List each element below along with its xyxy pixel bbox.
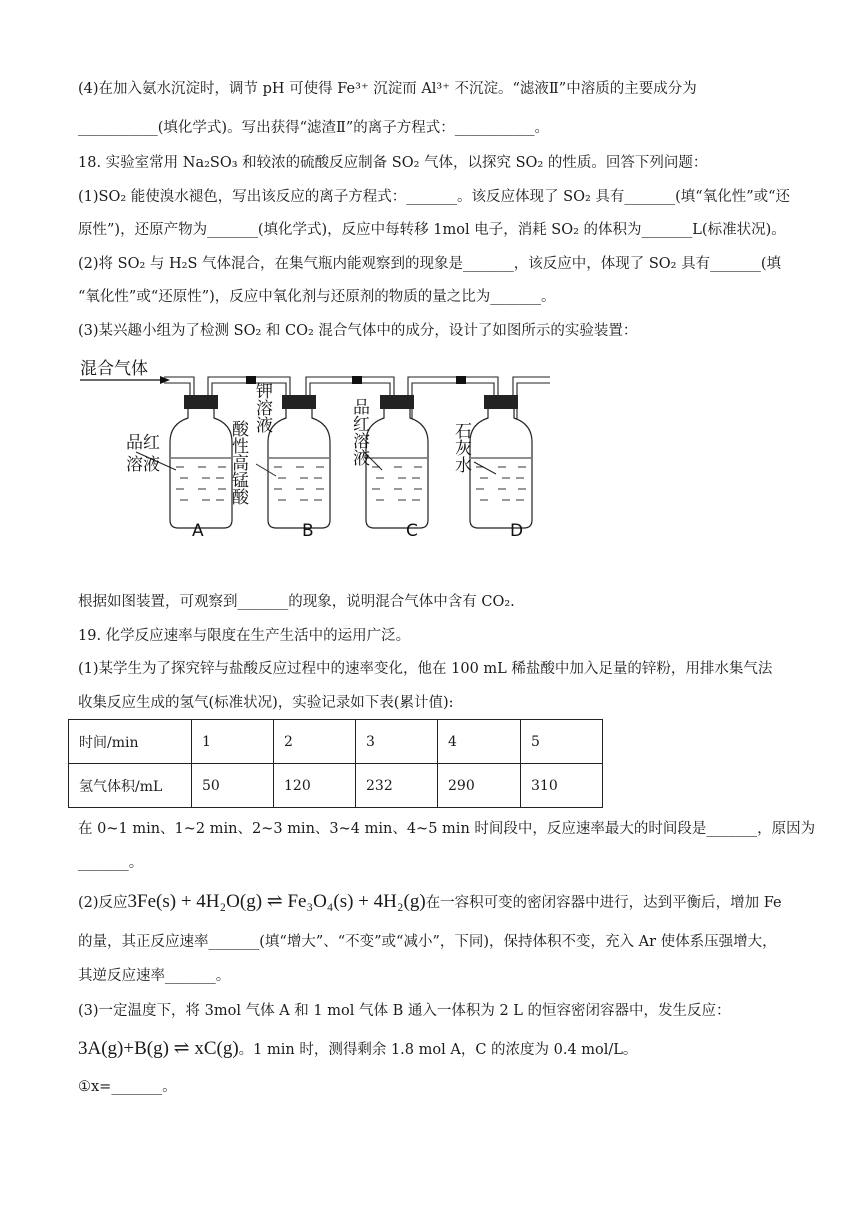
q18-part1-line2: 原性”)，还原产物为_______(填化学式)，反应中每转移 1mol 电子，消耗 SO₂ 的体积为_______L(标准状况)。 <box>78 222 786 238</box>
bottle-b <box>228 382 330 541</box>
q19-part2-prefix: (2)反应 <box>78 895 128 911</box>
bottle-d-letter: D <box>510 521 524 541</box>
bottle-a-letter: A <box>192 521 204 541</box>
bottle-d-reagent: 石灰水 <box>451 422 471 473</box>
q19-part3-line2 <box>78 1039 637 1060</box>
bottle-c <box>349 395 428 541</box>
bottle-b-letter: B <box>302 521 314 541</box>
q19-part2-line2: 的量，其正反应速率_______(填“增大”、“不变”或“减小”，下同)，保持体积不变，充入 Ar 使体系压强增大， <box>78 934 777 950</box>
table-cell: 3 <box>356 720 438 764</box>
q18-part2-line1: (2)将 SO₂ 与 H₂S 气体混合，在集气瓶内能观察到的现象是_______，该反应中，体现了 SO₂ 具有_______(填 <box>78 256 782 272</box>
apparatus-figure <box>76 352 556 542</box>
bottle-c-letter: C <box>406 521 418 541</box>
q19-part2-equation: 3Fe(s) + 4H₂O(g) ⇌ Fe₃O₄(s) + 4H₂(g) <box>127 891 426 912</box>
table-cell: 5 <box>521 720 603 764</box>
table-cell: 120 <box>274 764 356 808</box>
table-cell: 50 <box>192 764 274 808</box>
bottle-d <box>451 395 532 541</box>
bottle-b-reagent-col1: 酸性高锰酸 <box>228 420 248 505</box>
q18-part3-line1: (3)某兴趣小组为了检测 SO₂ 和 CO₂ 混合气体中的成分，设计了如图所示的实验装置： <box>78 323 638 339</box>
q17-part4-line1: (4)在加入氨水沉淀时，调节 pH 可使得 Fe³⁺ 沉淀而 Al³⁺ 不沉淀。“滤液Ⅱ”中溶质的主要成分为 <box>78 81 697 97</box>
table-cell: 232 <box>356 764 438 808</box>
table-row <box>69 720 603 764</box>
table-cell: 1 <box>192 720 274 764</box>
bottle-c-reagent: 品红溶液 <box>349 398 369 466</box>
q19-part1-line3: 在 0~1 min、1~2 min、2~3 min、3~4 min、4~5 min 时间段中，反应速率最大的时间段是_______，原因为 <box>78 821 816 837</box>
q19-part1-line1: (1)某学生为了探究锌与盐酸反应过程中的速率变化，他在 100 mL 稀盐酸中加入足量的锌粉，用排水集气法 <box>78 661 773 677</box>
inlet-label: 混合气体 <box>80 359 148 379</box>
q19-part3-item1: ①x=_______。 <box>78 1079 177 1095</box>
table-cell: 2 <box>274 720 356 764</box>
q19-part2-line1 <box>78 892 782 913</box>
q19-part3-equation: 3A(g)+B(g) ⇌ xC(g) <box>78 1038 239 1059</box>
q19-part3-suffix: 。1 min 时，测得剩余 1.8 mol A，C 的浓度为 0.4 mol/L。 <box>238 1042 638 1058</box>
table-cell: 时间/min <box>69 720 192 764</box>
q18-part3-line2: 根据如图装置，可观察到_______的现象，说明混合气体中含有 CO₂. <box>78 594 515 610</box>
bottle-a-reagent-line1: 品红 <box>126 433 160 453</box>
q19-part2-line3: 其逆反应速率_______。 <box>78 968 231 984</box>
q19-part1-line4: _______。 <box>78 855 144 871</box>
q18-intro: 18. 实验室常用 Na₂SO₃ 和较浓的硫酸反应制备 SO₂ 气体，以探究 SO₂ 的性质。回答下列问题： <box>78 155 708 171</box>
table-cell: 氢气体积/mL <box>69 764 192 808</box>
bottle-a-reagent-line2: 溶液 <box>126 455 160 475</box>
bottle-a <box>126 395 232 541</box>
table-cell: 290 <box>438 764 521 808</box>
q19-part3-line1: (3)一定温度下，将 3mol 气体 A 和 1 mol 气体 B 通入一体积为 2 L 的恒容密闭容器中，发生反应： <box>78 1003 731 1019</box>
q17-part4-line2: ___________(填化学式)。写出获得“滤渣Ⅱ”的离子方程式：___________。 <box>78 120 549 136</box>
table-cell: 310 <box>521 764 603 808</box>
hydrogen-volume-table <box>68 719 603 808</box>
q19-part1-line2: 收集反应生成的氢气(标准状况)，实验记录如下表(累计值): <box>78 695 454 711</box>
q18-part1-line1: (1)SO₂ 能使溴水褪色，写出该反应的离子方程式：_______。该反应体现了 SO₂ 具有_______(填“氧化性”或“还 <box>78 189 791 205</box>
q19-part2-suffix: 在一容积可变的密闭容器中进行，达到平衡后，增加 Fe <box>425 895 782 911</box>
table-cell: 4 <box>438 720 521 764</box>
q19-intro: 19. 化学反应速率与限度在生产生活中的运用广泛。 <box>78 628 411 644</box>
table-row <box>69 764 603 808</box>
bottle-b-reagent-col2: 钾溶液 <box>252 382 272 433</box>
q18-part2-line2: “氧化性”或“还原性”)，反应中氧化剂与还原剂的物质的量之比为_______。 <box>78 289 556 305</box>
